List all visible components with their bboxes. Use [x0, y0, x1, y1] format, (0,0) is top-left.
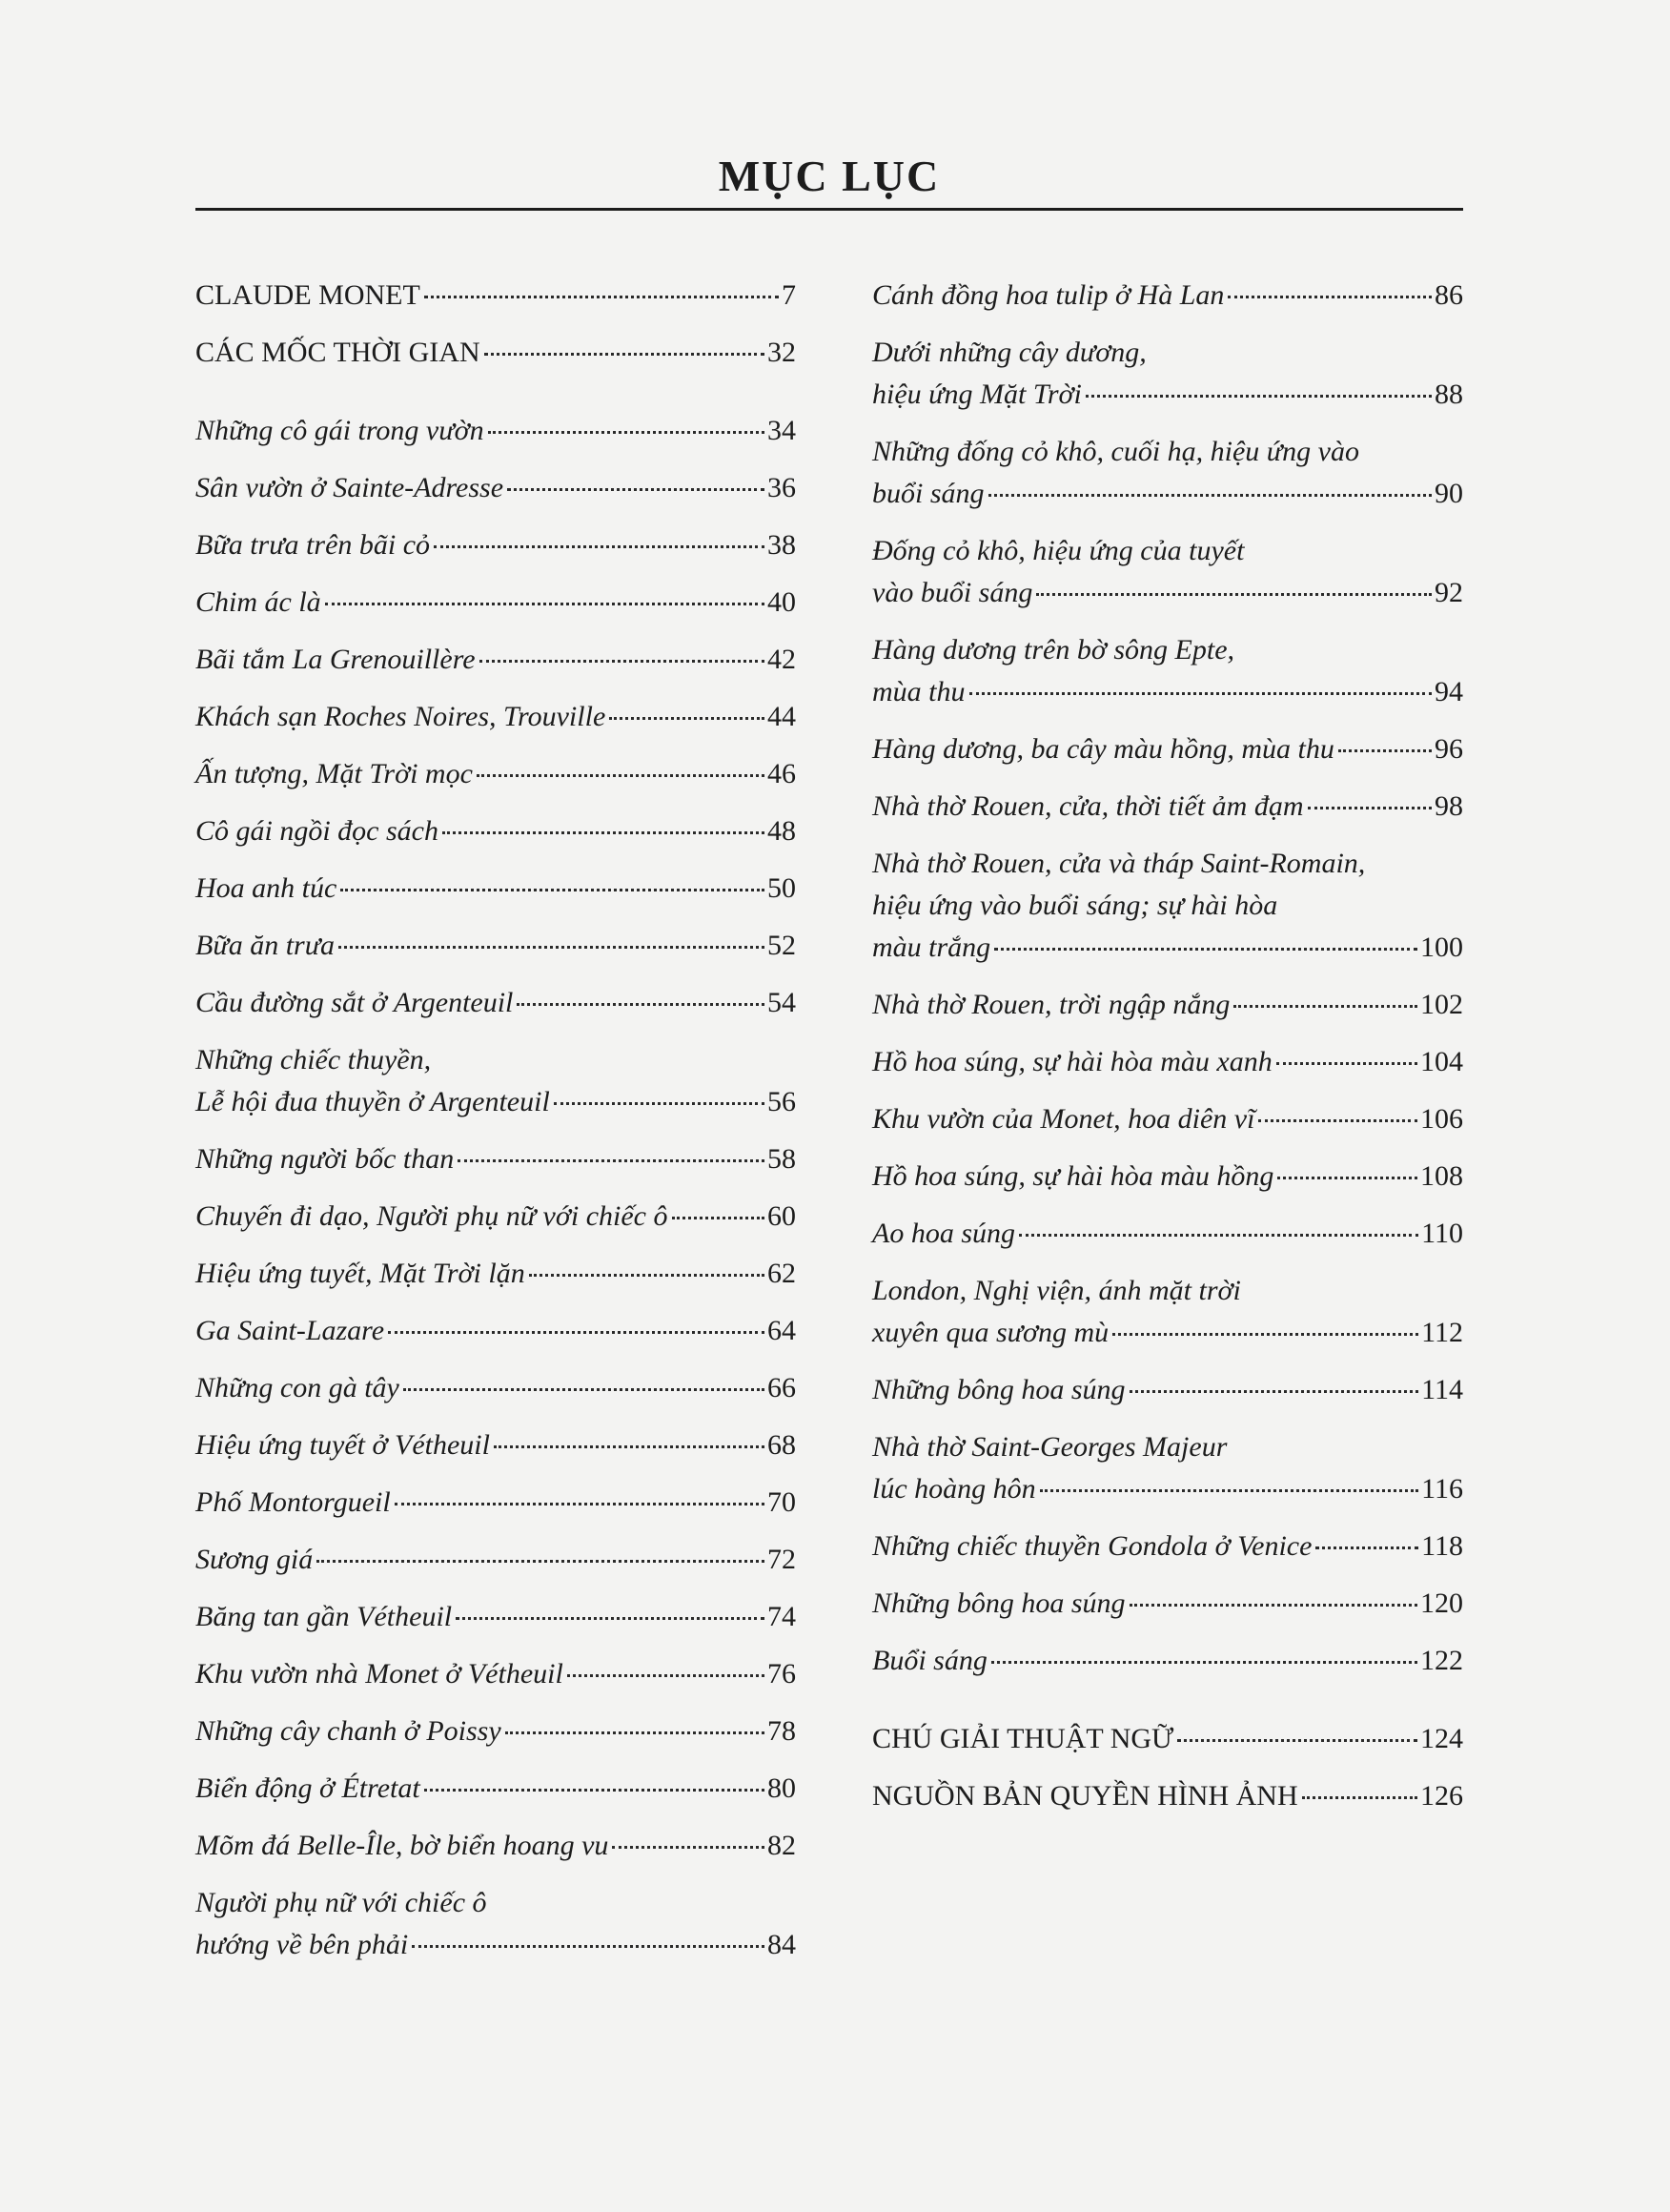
- toc-entry-title-line: Người phụ nữ với chiếc ô: [195, 1887, 487, 1918]
- toc-page-number: 102: [1420, 989, 1463, 1020]
- toc-entry-row: [872, 984, 1463, 1026]
- toc-page-number: 124: [1420, 1723, 1463, 1754]
- toc-entry-row: [195, 1367, 796, 1409]
- dot-leader: [672, 1217, 765, 1219]
- toc-entry: [195, 1539, 796, 1581]
- toc-entry-row: [195, 1482, 796, 1524]
- toc-entry: [872, 1369, 1463, 1411]
- toc-page-number: 96: [1435, 733, 1463, 765]
- toc-entry-title-line: CHÚ GIẢI THUẬT NGỮ: [872, 1723, 1174, 1754]
- toc-entry-row: [872, 1156, 1463, 1198]
- toc-entry: [872, 1526, 1463, 1567]
- title-rule: [195, 208, 1463, 211]
- dot-leader: [456, 1617, 764, 1620]
- toc-entry-title-line: Những cây chanh ở Poissy: [195, 1715, 501, 1747]
- toc-entry-title-line: Băng tan gần Vétheuil: [195, 1601, 453, 1632]
- toc-entry: [195, 810, 796, 852]
- dot-leader: [395, 1503, 764, 1505]
- toc-page-number: 7: [782, 279, 796, 311]
- toc-entry-title-line: CLAUDE MONET: [195, 279, 420, 311]
- toc-entry-row: [195, 925, 796, 967]
- dot-leader: [477, 774, 764, 777]
- dot-leader: [479, 660, 764, 663]
- toc-page-number: 116: [1421, 1473, 1463, 1505]
- toc-entry: [195, 1768, 796, 1810]
- dot-leader: [529, 1274, 764, 1277]
- toc-entry: [195, 1482, 796, 1524]
- dot-leader: [316, 1560, 764, 1563]
- toc-entry-title-line: Cầu đường sắt ở Argenteuil: [195, 987, 514, 1018]
- toc-entry: [195, 1310, 796, 1352]
- toc-page-number: 38: [767, 529, 796, 561]
- toc-page-number: 72: [767, 1544, 796, 1575]
- toc-entry: [872, 843, 1463, 969]
- toc-page-number: 70: [767, 1486, 796, 1518]
- toc-page-number: 60: [767, 1200, 796, 1232]
- toc-entry-row: [872, 1640, 1463, 1682]
- toc-entry-row: [872, 927, 1463, 969]
- toc-entry-row: [195, 410, 796, 452]
- toc-page-number: 104: [1420, 1046, 1463, 1077]
- toc-page-number: 64: [767, 1315, 796, 1346]
- dot-leader: [494, 1445, 764, 1448]
- toc-entry-row: [195, 1768, 796, 1810]
- toc-entry-title-line: Nhà thờ Saint-Georges Majeur: [872, 1431, 1228, 1463]
- toc-entry-title-line: hiệu ứng vào buổi sáng; sự hài hòa: [872, 890, 1278, 921]
- toc-page-number: 90: [1435, 478, 1463, 509]
- toc-entry-row: [872, 1312, 1463, 1354]
- toc-entry-row: [195, 696, 796, 738]
- toc-entry: [195, 1710, 796, 1752]
- toc-entry-title-line: Ga Saint-Lazare: [195, 1315, 385, 1346]
- toc-entry-title-line: hướng về bên phải: [195, 1929, 409, 1960]
- toc-page-number: 126: [1420, 1780, 1463, 1812]
- toc-page-number: 88: [1435, 379, 1463, 410]
- dot-leader: [1308, 807, 1432, 809]
- toc-entry-title-line: Khu vườn của Monet, hoa diên vĩ: [872, 1103, 1255, 1135]
- toc-page-number: 78: [767, 1715, 796, 1747]
- dot-leader: [1233, 1005, 1417, 1008]
- toc-page-number: 118: [1421, 1530, 1463, 1562]
- dot-leader: [554, 1102, 764, 1105]
- toc-entry-row: [872, 374, 1463, 416]
- toc-page-number: 110: [1421, 1218, 1463, 1249]
- toc-entry: [195, 1424, 796, 1466]
- toc-entry-row: [872, 473, 1463, 515]
- toc-entry-title-line: Những cô gái trong vườn: [195, 415, 484, 446]
- toc-entry: [872, 629, 1463, 713]
- toc-page-number: 86: [1435, 279, 1463, 311]
- dot-leader: [1086, 395, 1432, 398]
- dot-leader: [969, 692, 1433, 695]
- toc-entry-title-line: Hồ hoa súng, sự hài hòa màu xanh: [872, 1046, 1273, 1077]
- toc-page-number: 48: [767, 815, 796, 847]
- toc-page-number: 76: [767, 1658, 796, 1690]
- dot-leader: [612, 1846, 764, 1849]
- toc-entry-title-line: CÁC MỐC THỜI GIAN: [195, 337, 480, 368]
- toc-entry-title-line: mùa thu: [872, 676, 966, 707]
- toc-entry-title-line: Ấn tượng, Mặt Trời mọc: [195, 758, 473, 789]
- toc-entry: [872, 1775, 1463, 1817]
- toc-entry-title-line: Khách sạn Roches Noires, Trouville: [195, 701, 606, 732]
- toc-entry-row: [872, 1718, 1463, 1760]
- toc-entry: [195, 696, 796, 738]
- toc-entry-title-line: Hoa anh túc: [195, 872, 337, 904]
- toc-entry-title-line: Hàng dương trên bờ sông Epte,: [872, 634, 1235, 666]
- toc-entry: [195, 1196, 796, 1238]
- toc-entry: [872, 530, 1463, 614]
- dot-leader: [325, 603, 764, 605]
- dot-leader: [1130, 1604, 1417, 1607]
- toc-entry: [195, 332, 796, 374]
- toc-entry-row: [872, 275, 1463, 317]
- toc-entry-title-line: Sân vườn ở Sainte-Adresse: [195, 472, 504, 503]
- toc-entry-title-line: Những người bốc than: [195, 1143, 455, 1175]
- toc-entry-title-line: Những chiếc thuyền,: [195, 1044, 432, 1075]
- toc-page-number: 112: [1421, 1317, 1463, 1348]
- toc-entry-row: [195, 582, 796, 624]
- toc-entry-title-line: Những bông hoa súng: [872, 1374, 1126, 1405]
- toc-page-number: 34: [767, 415, 796, 446]
- toc-page-number: 46: [767, 758, 796, 789]
- dot-leader: [1228, 296, 1432, 298]
- dot-leader: [1112, 1333, 1418, 1336]
- toc-entry-title-line: Đống cỏ khô, hiệu ứng của tuyết: [872, 535, 1245, 566]
- toc-entry: [195, 524, 796, 566]
- dot-leader: [1019, 1234, 1418, 1237]
- dot-leader: [1258, 1119, 1417, 1122]
- toc-entry-title-line: xuyên qua sương mù: [872, 1317, 1110, 1348]
- toc-entry: [195, 275, 796, 317]
- dot-leader: [988, 494, 1432, 497]
- toc-entry-title-line: Chuyến đi dạo, Người phụ nữ với chiếc ô: [195, 1200, 668, 1232]
- toc-entry-row: [872, 671, 1463, 713]
- toc-entry-title-line: Những đống cỏ khô, cuối hạ, hiệu ứng vào: [872, 436, 1359, 467]
- toc-entry-title-line: Buổi sáng: [872, 1645, 988, 1676]
- toc-entry-row: [195, 1081, 796, 1123]
- dot-leader: [505, 1731, 764, 1734]
- toc-entry-row: [872, 1369, 1463, 1411]
- toc-column-left: [195, 275, 796, 1981]
- toc-entry-title-line: Dưới những cây dương,: [872, 337, 1147, 368]
- toc-entry: [872, 1640, 1463, 1682]
- dot-leader: [507, 488, 764, 491]
- dot-leader: [403, 1388, 764, 1391]
- toc-page-number: 50: [767, 872, 796, 904]
- toc-entry: [872, 1213, 1463, 1255]
- toc-entry: [195, 467, 796, 509]
- toc-entry-title-line: vào buổi sáng: [872, 577, 1033, 608]
- toc-page-number: 92: [1435, 577, 1463, 608]
- toc-entry-title-line: Phố Montorgueil: [195, 1486, 391, 1518]
- toc-page-number: 44: [767, 701, 796, 732]
- dot-leader: [1040, 1489, 1418, 1492]
- toc-entry-title-line: Bãi tắm La Grenouillère: [195, 644, 476, 675]
- toc-entry: [872, 332, 1463, 416]
- dot-leader: [388, 1331, 764, 1334]
- toc-page-number: 40: [767, 586, 796, 618]
- toc-entry: [195, 868, 796, 910]
- toc-entry: [195, 1825, 796, 1867]
- toc-entry: [872, 728, 1463, 770]
- toc-page-number: 54: [767, 987, 796, 1018]
- toc-entry: [195, 1138, 796, 1180]
- toc-page-number: 52: [767, 930, 796, 961]
- toc-entry-row: [872, 1583, 1463, 1625]
- toc-page-number: 122: [1420, 1645, 1463, 1676]
- toc-entry: [872, 1718, 1463, 1760]
- toc-entry: [195, 410, 796, 452]
- toc-entry-title-line: Bữa ăn trưa: [195, 930, 336, 961]
- toc-entry: [195, 1596, 796, 1638]
- dot-leader: [517, 1003, 764, 1006]
- toc-entry: [872, 275, 1463, 317]
- toc-page-number: 62: [767, 1258, 796, 1289]
- toc-entry-title-line: Biển động ở Étretat: [195, 1772, 420, 1804]
- toc-entry: [872, 1156, 1463, 1198]
- toc-entry-row: [195, 753, 796, 795]
- dot-leader: [458, 1159, 764, 1162]
- dot-leader: [424, 1789, 764, 1792]
- toc-entry-row: [195, 1710, 796, 1752]
- toc-page-number: 36: [767, 472, 796, 503]
- toc-page-number: 32: [767, 337, 796, 368]
- toc-entry-title-line: màu trắng: [872, 932, 991, 963]
- dot-leader: [338, 946, 764, 949]
- toc-page-number: 82: [767, 1830, 796, 1861]
- toc-page-number: 56: [767, 1086, 796, 1117]
- toc-entry: [195, 582, 796, 624]
- toc-entry-row: [872, 1468, 1463, 1510]
- toc-entry: [872, 984, 1463, 1026]
- toc-entry-row: [195, 1310, 796, 1352]
- toc-page-number: 80: [767, 1772, 796, 1804]
- toc-entry-title-line: Lễ hội đua thuyền ở Argenteuil: [195, 1086, 550, 1117]
- dot-leader: [609, 717, 764, 720]
- toc-entry: [195, 639, 796, 681]
- toc-entry-row: [195, 1196, 796, 1238]
- toc-entry-row: [195, 639, 796, 681]
- toc-page-number: 94: [1435, 676, 1463, 707]
- toc-entry-title-line: Sương giá: [195, 1544, 314, 1575]
- toc-entry-title-line: Hiệu ứng tuyết, Mặt Trời lặn: [195, 1258, 525, 1289]
- toc-entry-row: [195, 1253, 796, 1295]
- toc-entry: [195, 982, 796, 1024]
- toc-entry-row: [195, 1825, 796, 1867]
- toc-entry-row: [872, 572, 1463, 614]
- toc-page-number: 98: [1435, 790, 1463, 822]
- toc-page-number: 68: [767, 1429, 796, 1461]
- toc-entry-row: [872, 1098, 1463, 1140]
- toc-entry-row: [195, 275, 796, 317]
- dot-leader: [1277, 1177, 1417, 1179]
- dot-leader: [442, 831, 764, 834]
- dot-leader: [1036, 593, 1432, 596]
- toc-entry-row: [195, 467, 796, 509]
- toc-page-number: 66: [767, 1372, 796, 1403]
- dot-leader: [994, 948, 1417, 951]
- toc-entry: [195, 1253, 796, 1295]
- toc-page-number: 114: [1421, 1374, 1463, 1405]
- toc-entry: [195, 1367, 796, 1409]
- toc-entry: [872, 431, 1463, 515]
- toc-entry-row: [195, 1424, 796, 1466]
- toc-entry-title-line: Chim ác là: [195, 586, 321, 618]
- dot-leader: [340, 889, 764, 891]
- toc-entry: [872, 786, 1463, 828]
- toc-entry: [872, 1098, 1463, 1140]
- dot-leader: [1130, 1390, 1419, 1393]
- toc-entry-row: [195, 1653, 796, 1695]
- dot-leader: [424, 296, 779, 298]
- toc-entry: [195, 1039, 796, 1123]
- toc-entry: [195, 1653, 796, 1695]
- toc-entry-title-line: Cánh đồng hoa tulip ở Hà Lan: [872, 279, 1225, 311]
- toc-entry-title-line: Nhà thờ Rouen, cửa, thời tiết ảm đạm: [872, 790, 1304, 822]
- dot-leader: [1338, 749, 1432, 752]
- toc-entry-title-line: Những con gà tây: [195, 1372, 399, 1403]
- toc-entry-row: [872, 1041, 1463, 1083]
- toc-entry-row: [195, 868, 796, 910]
- toc-entry-title-line: Hàng dương, ba cây màu hồng, mùa thu: [872, 733, 1334, 765]
- toc-page-number: 74: [767, 1601, 796, 1632]
- toc-entry-title-line: Hiệu ứng tuyết ở Vétheuil: [195, 1429, 490, 1461]
- dot-leader: [434, 545, 764, 548]
- dot-leader: [1302, 1796, 1417, 1799]
- toc-title: MỤC LỤC: [718, 152, 941, 200]
- toc-page-number: 42: [767, 644, 796, 675]
- toc-entry-row: [195, 1596, 796, 1638]
- dot-leader: [1177, 1739, 1417, 1742]
- dot-leader: [991, 1661, 1417, 1664]
- dot-leader: [567, 1674, 764, 1677]
- toc-entry-title-line: London, Nghị viện, ánh mặt trời: [872, 1275, 1241, 1306]
- toc-page-number: 108: [1420, 1160, 1463, 1192]
- toc-entry-row: [872, 1213, 1463, 1255]
- toc-entry-title-line: hiệu ứng Mặt Trời: [872, 379, 1082, 410]
- toc-page-number: 84: [767, 1929, 796, 1960]
- toc-entry: [872, 1583, 1463, 1625]
- toc-page-number: 100: [1420, 932, 1463, 963]
- toc-entry-title-line: Bữa trưa trên bãi cỏ: [195, 529, 431, 561]
- toc-entry-row: [195, 1539, 796, 1581]
- toc-entry: [195, 925, 796, 967]
- toc-entry-title-line: Cô gái ngồi đọc sách: [195, 815, 438, 847]
- dot-leader: [484, 353, 764, 356]
- toc-entry-title-line: Nhà thờ Rouen, trời ngập nắng: [872, 989, 1231, 1020]
- toc-entry-row: [195, 810, 796, 852]
- dot-leader: [412, 1945, 764, 1948]
- toc-entry-title-line: Những bông hoa súng: [872, 1587, 1126, 1619]
- toc-entry: [195, 1882, 796, 1966]
- toc-entry-title-line: NGUỒN BẢN QUYỀN HÌNH ẢNH: [872, 1780, 1298, 1812]
- toc-entry-row: [872, 786, 1463, 828]
- toc-entry: [872, 1041, 1463, 1083]
- toc-entry-title-line: lúc hoàng hôn: [872, 1473, 1036, 1505]
- toc-entry-row: [872, 1775, 1463, 1817]
- toc-entry-title-line: Những chiếc thuyền Gondola ở Venice: [872, 1530, 1313, 1562]
- toc-page-number: 106: [1420, 1103, 1463, 1135]
- toc-entry: [872, 1270, 1463, 1354]
- toc-column-right: [872, 275, 1463, 1833]
- toc-entry-row: [195, 332, 796, 374]
- toc-entry-row: [872, 728, 1463, 770]
- toc-entry-row: [195, 1924, 796, 1966]
- toc-page-number: 120: [1420, 1587, 1463, 1619]
- dot-leader: [488, 431, 764, 434]
- toc-entry: [195, 753, 796, 795]
- toc-entry-row: [872, 1526, 1463, 1567]
- toc-entry-title-line: Hồ hoa súng, sự hài hòa màu hồng: [872, 1160, 1274, 1192]
- toc-entry: [872, 1426, 1463, 1510]
- toc-entry-row: [195, 982, 796, 1024]
- dot-leader: [1276, 1062, 1417, 1065]
- toc-page-number: 58: [767, 1143, 796, 1175]
- toc-entry-title-line: Ao hoa súng: [872, 1218, 1015, 1249]
- dot-leader: [1315, 1546, 1418, 1549]
- toc-entry-title-line: buổi sáng: [872, 478, 985, 509]
- toc-entry-title-line: Khu vườn nhà Monet ở Vétheuil: [195, 1658, 563, 1690]
- toc-entry-title-line: Mõm đá Belle-Île, bờ biển hoang vu: [195, 1830, 609, 1861]
- toc-entry-title-line: Nhà thờ Rouen, cửa và tháp Saint-Romain,: [872, 848, 1366, 879]
- toc-entry-row: [195, 1138, 796, 1180]
- toc-entry-row: [195, 524, 796, 566]
